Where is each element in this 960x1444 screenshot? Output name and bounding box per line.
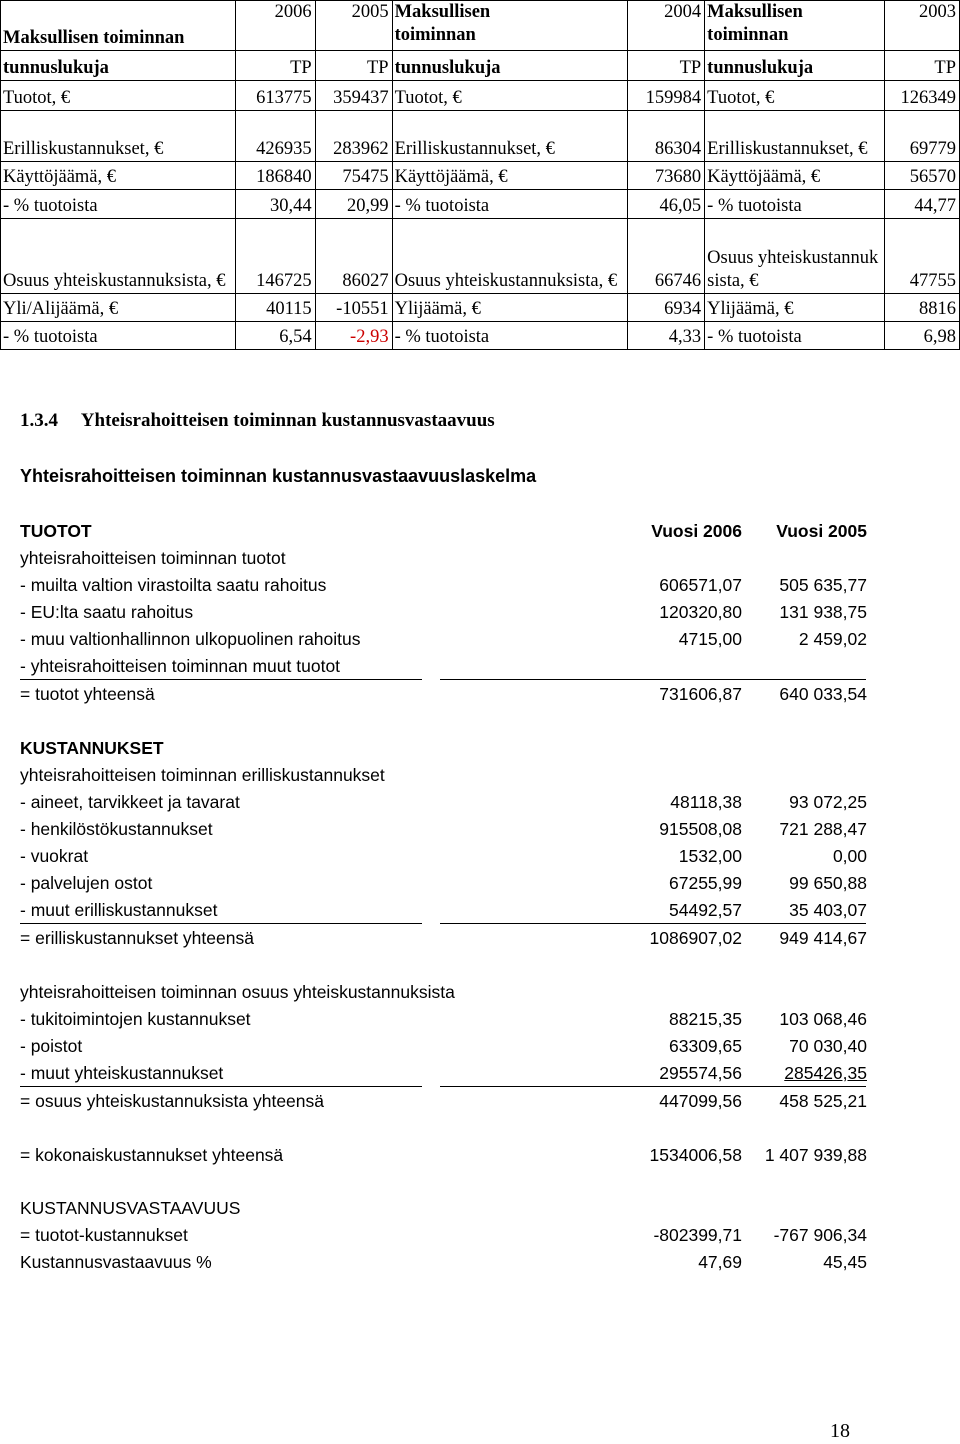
divider (440, 1086, 866, 1087)
value-2006: 4715,00 (678, 629, 742, 649)
cell-2004: 4,33 (628, 322, 705, 350)
table-row (1, 111, 960, 162)
cell-2006: 30,44 (235, 190, 315, 219)
cell-2005: 20,99 (315, 190, 392, 219)
value-2006: 48118,38 (670, 792, 742, 812)
value-2006: 47,69 (698, 1252, 742, 1272)
value-2006: 54492,57 (669, 900, 742, 920)
cell-2005: 75475 (315, 162, 392, 190)
table-row (1, 294, 960, 322)
col1-header: Vuosi 2006 (651, 521, 742, 541)
year-2003: 2003 (885, 1, 960, 51)
row-label: Tuotot, € (392, 81, 628, 111)
divider (440, 923, 866, 924)
value-2005: 70 030,40 (789, 1036, 867, 1056)
tp-2005: TP (315, 51, 392, 81)
table-row (20, 1225, 870, 1251)
row-label: - % tuotoista (705, 322, 885, 350)
row-label: - muut erilliskustannukset (20, 900, 218, 920)
cell-2005: -10551 (315, 294, 392, 322)
cost-header-row (20, 738, 870, 764)
value-2005: 0,00 (832, 846, 867, 866)
cell-2005: -2,93 (315, 322, 392, 350)
row-label: - vuokrat (20, 846, 89, 866)
cell-2006: 613775 (235, 81, 315, 111)
cell-2004: 73680 (628, 162, 705, 190)
row-label: - % tuotoista (705, 190, 885, 219)
year-2004: 2004 (628, 1, 705, 51)
row-label: - poistot (20, 1036, 83, 1056)
cell-2004: 66746 (628, 219, 705, 294)
value-2006: 915508,08 (659, 819, 742, 839)
row-label: - % tuotoista (1, 190, 236, 219)
table-row (1, 190, 960, 219)
group-label-row (20, 982, 870, 1008)
row-label: Tuotot, € (705, 81, 885, 111)
value-2005: 45,45 (823, 1252, 867, 1272)
cell-2003: 44,77 (885, 190, 960, 219)
subheader-row (1, 51, 960, 81)
table-row (1, 81, 960, 111)
value-2005: 721 288,47 (779, 819, 867, 839)
table-row (1, 219, 960, 294)
total-row (20, 684, 870, 710)
row-label: - % tuotoista (392, 322, 628, 350)
value-2005: 2 459,02 (798, 629, 867, 649)
value-2005: -767 906,34 (773, 1225, 867, 1245)
value-2006: 88215,35 (669, 1009, 742, 1029)
row-label: Osuus yhteiskustannuksista, € (1, 219, 236, 294)
col-a-title: Maksullisen toiminnan (1, 1, 236, 51)
value-2006: 295574,56 (659, 1063, 742, 1083)
table-row (20, 1036, 870, 1062)
cv-header: KUSTANNUSVASTAAVUUS (20, 1198, 241, 1218)
value-2005: 505 635,77 (779, 575, 867, 595)
value-2005: 99 650,88 (789, 873, 867, 893)
row-label: - muu valtionhallinnon ulkopuolinen rahoitus (20, 629, 361, 649)
row-label: Kustannusvastaavuus % (20, 1252, 212, 1272)
table-row (20, 792, 870, 818)
row-label: - muilta valtion virastoilta saatu rahoitus (20, 575, 327, 595)
total-row (20, 1091, 870, 1117)
row-label: - aineet, tarvikkeet ja tavarat (20, 792, 240, 812)
total-label: = osuus yhteiskustannuksista yhteensä (20, 1091, 325, 1111)
row-label: Yli/Alijäämä, € (1, 294, 236, 322)
total-2005: 949 414,67 (779, 928, 867, 948)
cell-2005: 86027 (315, 219, 392, 294)
subhead-c: tunnuslukuja (705, 51, 885, 81)
tp-2004: TP (628, 51, 705, 81)
cost-group-label: yhteisrahoitteisen toiminnan erilliskustannukset (20, 765, 385, 785)
value-2005: 131 938,75 (779, 602, 867, 622)
table-row (20, 602, 870, 628)
year-2006: 2006 (235, 1, 315, 51)
row-label: Erilliskustannukset, € (1, 111, 236, 162)
key-figures-table (0, 0, 960, 350)
cell-2004: 159984 (628, 81, 705, 111)
cell-2005: 283962 (315, 111, 392, 162)
row-label: Käyttöjäämä, € (392, 162, 628, 190)
row-label: - % tuotoista (392, 190, 628, 219)
row-label: - EU:lta saatu rahoitus (20, 602, 194, 622)
subhead-b: tunnuslukuja (392, 51, 628, 81)
cell-2004: 46,05 (628, 190, 705, 219)
divider (20, 923, 422, 924)
table-row (20, 575, 870, 601)
cell-2004: 6934 (628, 294, 705, 322)
row-label: Tuotot, € (1, 81, 236, 111)
table-row (20, 846, 870, 872)
divider (20, 679, 422, 680)
col2-header: Vuosi 2005 (776, 521, 867, 541)
cell-2003: 6,98 (885, 322, 960, 350)
total-2006: 447099,56 (659, 1091, 742, 1111)
divider (440, 679, 866, 680)
cell-2006: 6,54 (235, 322, 315, 350)
row-label: = tuotot-kustannukset (20, 1225, 188, 1245)
table-row (20, 1009, 870, 1035)
cell-2003: 69779 (885, 111, 960, 162)
year-2005: 2005 (315, 1, 392, 51)
cell-2003: 56570 (885, 162, 960, 190)
row-label: - tukitoimintojen kustannukset (20, 1009, 251, 1029)
cost-header: KUSTANNUKSET (20, 738, 164, 758)
row-label: - % tuotoista (1, 322, 236, 350)
share-group-label: yhteisrahoitteisen toiminnan osuus yhteiskustannuksista (20, 982, 455, 1002)
value-2006: 1532,00 (678, 846, 742, 866)
tp-2003: TP (885, 51, 960, 81)
row-label: Ylijäämä, € (705, 294, 885, 322)
value-2005: 35 403,07 (789, 900, 867, 920)
value-2006: 63309,65 (669, 1036, 742, 1056)
cell-2004: 86304 (628, 111, 705, 162)
cv-header-row (20, 1198, 870, 1224)
section-number: 1.3.4 (20, 410, 58, 431)
table-row (20, 1252, 870, 1278)
income-header-row (20, 521, 870, 547)
grand-total-row (20, 1145, 870, 1171)
cell-2005: 359437 (315, 81, 392, 111)
group-label-row (20, 548, 870, 574)
value-2005: 93 072,25 (789, 792, 867, 812)
table-row (20, 629, 870, 655)
cell-2006: 146725 (235, 219, 315, 294)
table-row (1, 162, 960, 190)
cell-2003: 47755 (885, 219, 960, 294)
divider (20, 1086, 422, 1087)
cell-2003: 126349 (885, 81, 960, 111)
table-row (20, 819, 870, 845)
subhead-a: tunnuslukuja (1, 51, 236, 81)
section-title: Yhteisrahoitteisen toiminnan kustannusvastaavuus (80, 410, 495, 431)
table-row (20, 873, 870, 899)
grand-total-2006: 1534006,58 (649, 1145, 742, 1165)
row-label: Erilliskustannukset, € (392, 111, 628, 162)
page-number: 18 (830, 1420, 850, 1442)
total-2005: 640 033,54 (779, 684, 867, 704)
row-label: Ylijäämä, € (392, 294, 628, 322)
total-row (20, 928, 870, 954)
cell-2006: 426935 (235, 111, 315, 162)
row-label: Käyttöjäämä, € (1, 162, 236, 190)
row-label: Osuus yhteiskustannuksista, € (705, 219, 885, 294)
header-row (1, 1, 960, 51)
cell-2003: 8816 (885, 294, 960, 322)
value-2006: 120320,80 (659, 602, 742, 622)
value-2006: 67255,99 (669, 873, 742, 893)
income-group-label: yhteisrahoitteisen toiminnan tuotot (20, 548, 286, 568)
grand-total-2005: 1 407 939,88 (764, 1145, 867, 1165)
row-label: - palvelujen ostot (20, 873, 153, 893)
cell-2006: 40115 (235, 294, 315, 322)
total-2006: 1086907,02 (649, 928, 742, 948)
total-2005: 458 525,21 (779, 1091, 867, 1111)
income-header: TUOTOT (20, 521, 92, 541)
row-label: - yhteisrahoitteisen toiminnan muut tuotot (20, 656, 341, 676)
col-b-title: Maksullisen toiminnan (392, 1, 628, 51)
row-label: Erilliskustannukset, € (705, 111, 885, 162)
value-2005: 103 068,46 (779, 1009, 867, 1029)
col-c-title: Maksullisen toiminnan (705, 1, 885, 51)
row-label: Käyttöjäämä, € (705, 162, 885, 190)
row-label: Osuus yhteiskustannuksista, € (392, 219, 628, 294)
table-row (1, 322, 960, 350)
value-2006: -802399,71 (653, 1225, 742, 1245)
tp-2006: TP (235, 51, 315, 81)
total-2006: 731606,87 (659, 684, 742, 704)
cell-2006: 186840 (235, 162, 315, 190)
value-2006: 606571,07 (659, 575, 742, 595)
value-2005: 285426,35 (784, 1063, 867, 1083)
total-label: = tuotot yhteensä (20, 684, 155, 704)
grand-total-label: = kokonaiskustannukset yhteensä (20, 1145, 284, 1165)
row-label: - henkilöstökustannukset (20, 819, 213, 839)
report-subtitle: Yhteisrahoitteisen toiminnan kustannusvastaavuuslaskelma (20, 466, 537, 486)
group-label-row (20, 765, 870, 791)
section-heading (20, 410, 495, 432)
total-label: = erilliskustannukset yhteensä (20, 928, 254, 948)
row-label: - muut yhteiskustannukset (20, 1063, 224, 1083)
